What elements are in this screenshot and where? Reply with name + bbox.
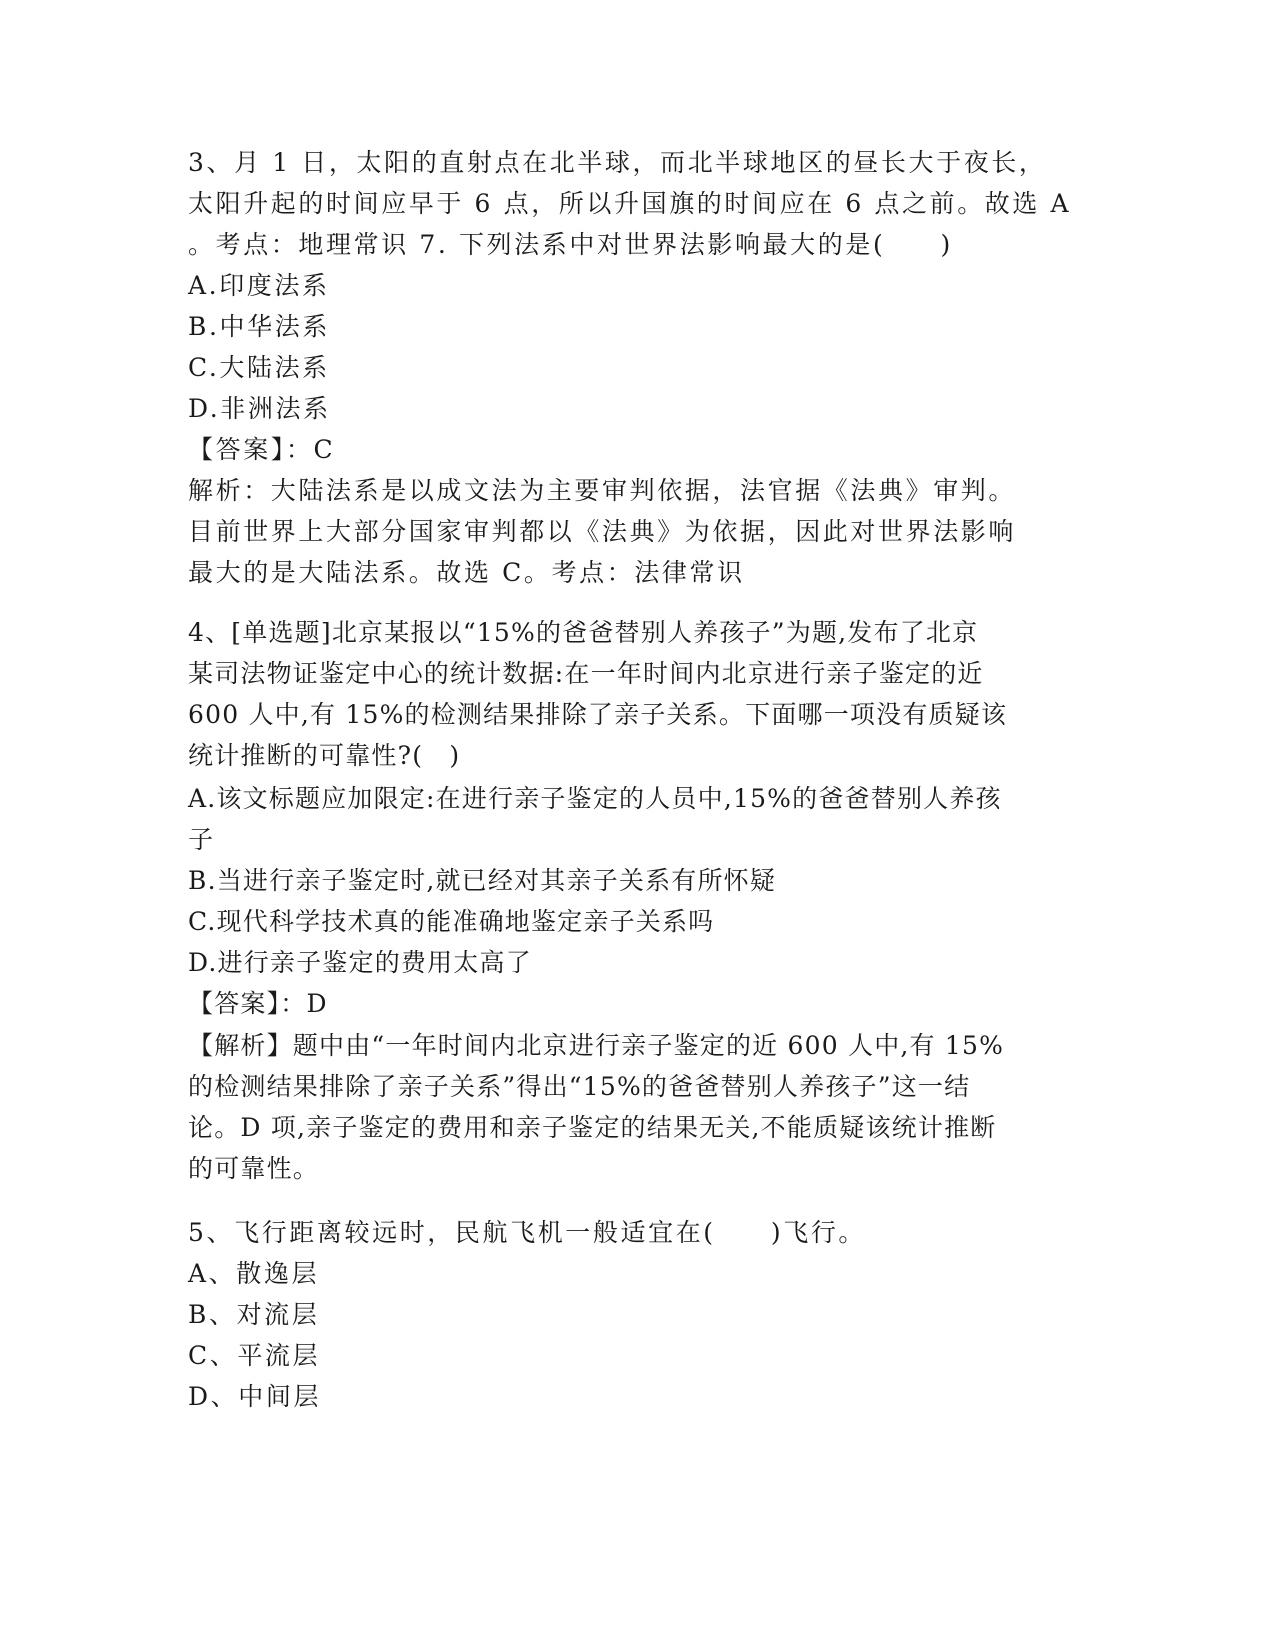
q4-option-a-continued: 子 [188, 825, 215, 854]
q4-option-d: D.进行亲子鉴定的费用太高了 [188, 948, 532, 977]
q4-option-a: A.该文标题应加限定:在进行亲子鉴定的人员中,15%的爸爸替别人养孩 [188, 784, 1002, 813]
q3-option-c: C.大陆法系 [188, 353, 330, 382]
q4-analysis-line: 【解析】题中由“一年时间内北京进行亲子鉴定的近 600 人中,有 15% [188, 1031, 1005, 1060]
q4-stem-line: 600 人中,有 15%的检测结果排除了亲子关系。下面哪一项没有质疑该 [188, 700, 1008, 729]
q3-option-b: B.中华法系 [188, 312, 330, 341]
q4-analysis-line: 的可靠性。 [188, 1154, 320, 1183]
q3-analysis-line: 最大的是大陆法系。故选 C。考点：法律常识 [188, 558, 745, 587]
q5-option-b: B、对流层 [188, 1300, 320, 1329]
q4-analysis-line: 的检测结果排除了亲子关系”得出“15%的爸爸替别人养孩子”这一结 [188, 1072, 971, 1101]
q3-option-d: D.非洲法系 [188, 394, 331, 423]
q3-analysis-line: 解析：大陆法系是以成文法为主要审判依据，法官据《法典》审判。 [188, 476, 1017, 505]
q4-answer: 【答案】：D [188, 989, 328, 1018]
q3-answer: 【答案】：C [188, 435, 336, 464]
q3-text-line: 太阳升起的时间应早于 6 点，所以升国旗的时间应在 6 点之前。故选 A [188, 189, 1072, 218]
q5-option-a: A、散逸层 [188, 1259, 320, 1288]
q4-option-b: B.当进行亲子鉴定时,就已经对其亲子关系有所怀疑 [188, 866, 777, 895]
q3-option-a: A.印度法系 [188, 271, 330, 300]
q5-option-c: C、平流层 [188, 1341, 321, 1370]
q4-stem-line: 4、[单选题]北京某报以“15%的爸爸替别人养孩子”为题,发布了北京 [188, 618, 979, 647]
q5-stem: 5、飞行距离较远时，民航飞机一般适宜在( )飞行。 [188, 1218, 867, 1247]
q3-analysis-line: 目前世界上大部分国家审判都以《法典》为依据，因此对世界法影响 [188, 517, 1017, 546]
q4-stem-line: 某司法物证鉴定中心的统计数据:在一年时间内北京进行亲子鉴定的近 [188, 659, 984, 688]
q4-analysis-line: 论。D 项,亲子鉴定的费用和亲子鉴定的结果无关,不能质疑该统计推断 [188, 1113, 997, 1142]
q3-text-line: 。考点：地理常识 7. 下列法系中对世界法影响最大的是( ) [188, 230, 953, 259]
q3-text-line: 3、月 1 日，太阳的直射点在北半球，而北半球地区的昼长大于夜长， [188, 148, 1047, 177]
q5-option-d: D、中间层 [188, 1382, 322, 1411]
q4-stem-line: 统计推断的可靠性?( ) [188, 741, 461, 770]
q4-option-c: C.现代科学技术真的能准确地鉴定亲子关系吗 [188, 907, 715, 936]
